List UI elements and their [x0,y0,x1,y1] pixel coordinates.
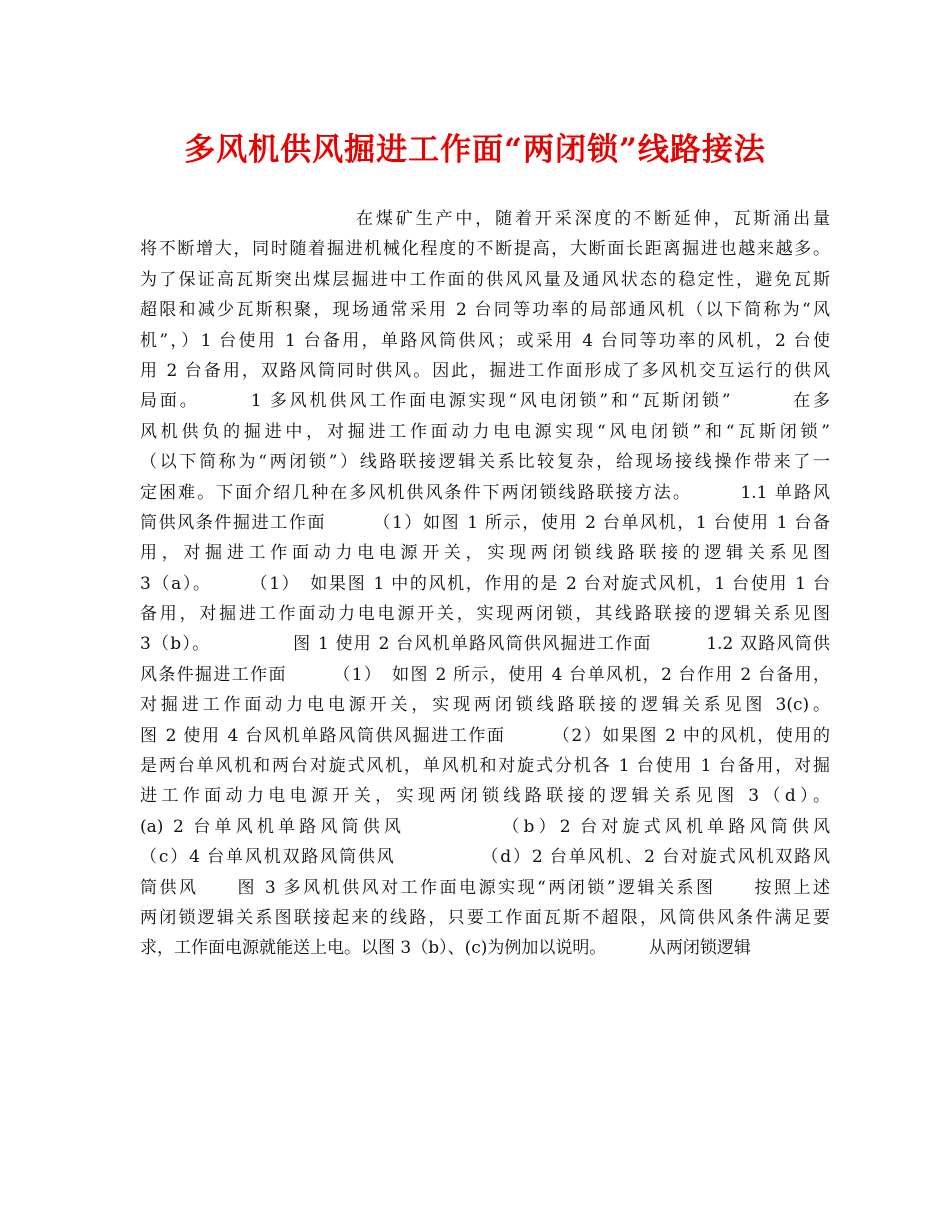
body-line: 为了保证高瓦斯突出煤层掘进中工作面的供风风量及通风状态的稳定性，避免瓦斯 [140,269,830,290]
body-line: 3（a）。 （1） 如果图 1 中的风机，作用的是 2 台对旋式风机，1 台使用 1 台 [140,573,830,594]
body-line: 图 2 使用 4 台风机单路风筒供风掘进工作面 （2）如果图 2 中的风机，使用的 [140,725,830,746]
body-line: 将不断增大，同时随着掘进机械化程度的不断提高，大断面长距离掘进也越来越多。 [140,239,830,260]
body-line: 风机供负的掘进中，对掘进工作面动力电电源实现“风电闭锁”和“瓦斯闭锁” [140,421,830,442]
body-line: 备用，对掘进工作面动力电电源开关，实现两闭锁，其线路联接的逻辑关系见图 [140,604,830,625]
document-title: 多风机供风掘进工作面“两闭锁”线路接法 [184,132,766,168]
body-line: 筒供风 图 3 多风机供风对工作面电源实现“两闭锁”逻辑关系图 按照上述 [140,877,830,898]
body-line: 筒供风条件掘进工作面 （1）如图 1 所示，使用 2 台单风机，1 台使用 1 台备 [140,512,830,533]
document-body [140,204,830,964]
body-line: 超限和减少瓦斯积聚，现场通常采用 2 台同等功率的局部通风机（以下简称为“风 [140,300,830,321]
body-line: 对掘进工作面动力电电源开关，实现两闭锁线路联接的逻辑关系见图 3(c)。 [140,695,830,716]
body-line: 用，对掘进工作面动力电电源开关，实现两闭锁线路联接的逻辑关系见图 [140,543,830,564]
body-line: 3（b）。 图 1 使用 2 台风机单路风筒供风掘进工作面 1.2 双路风筒供 [140,634,830,655]
body-line: 机”，）1 台使用 1 台备用，单路风筒供风；或采用 4 台同等功率的风机，2 台使 [140,330,830,351]
body-line: 定困难。下面介绍几种在多风机供风条件下两闭锁线路联接方法。 1.1 单路风 [140,482,830,503]
body-line: （c）4 台单风机双路风筒供风 （d）2 台单风机、2 台对旋式风机双路风 [140,847,830,868]
body-line: 进工作面动力电电源开关，实现两闭锁线路联接的逻辑关系见图 3（d）。 [140,786,830,807]
body-line: 用 2 台备用，双路风筒同时供风。因此，掘进工作面形成了多风机交互运行的供风 [140,360,830,381]
body-line: 是两台单风机和两台对旋式风机，单风机和对旋式分机各 1 台使用 1 台备用，对掘 [140,756,830,777]
body-line: 在煤矿生产中，随着开采深度的不断延伸，瓦斯涌出量 [356,209,830,229]
body-line: 求，工作面电源就能送上电。以图 3（b）、(c)为例加以说明。 从两闭锁逻辑 [140,938,751,959]
body-line: （以下简称为“两闭锁”）线路联接逻辑关系比较复杂，给现场接线操作带来了一 [140,452,830,473]
body-line: 局面。 1 多风机供风工作面电源实现“风电闭锁”和“瓦斯闭锁” 在多 [140,391,830,412]
body-line: (a) 2 台单风机单路风筒供风 （b）2 台对旋式风机单路风筒供风 [140,816,830,837]
body-line: 两闭锁逻辑关系图联接起来的线路，只要工作面瓦斯不超限，风筒供风条件满足要 [140,907,830,928]
body-line: 风条件掘进工作面 （1） 如图 2 所示，使用 4 台单风机，2 台作用 2 台备用， [140,664,830,685]
